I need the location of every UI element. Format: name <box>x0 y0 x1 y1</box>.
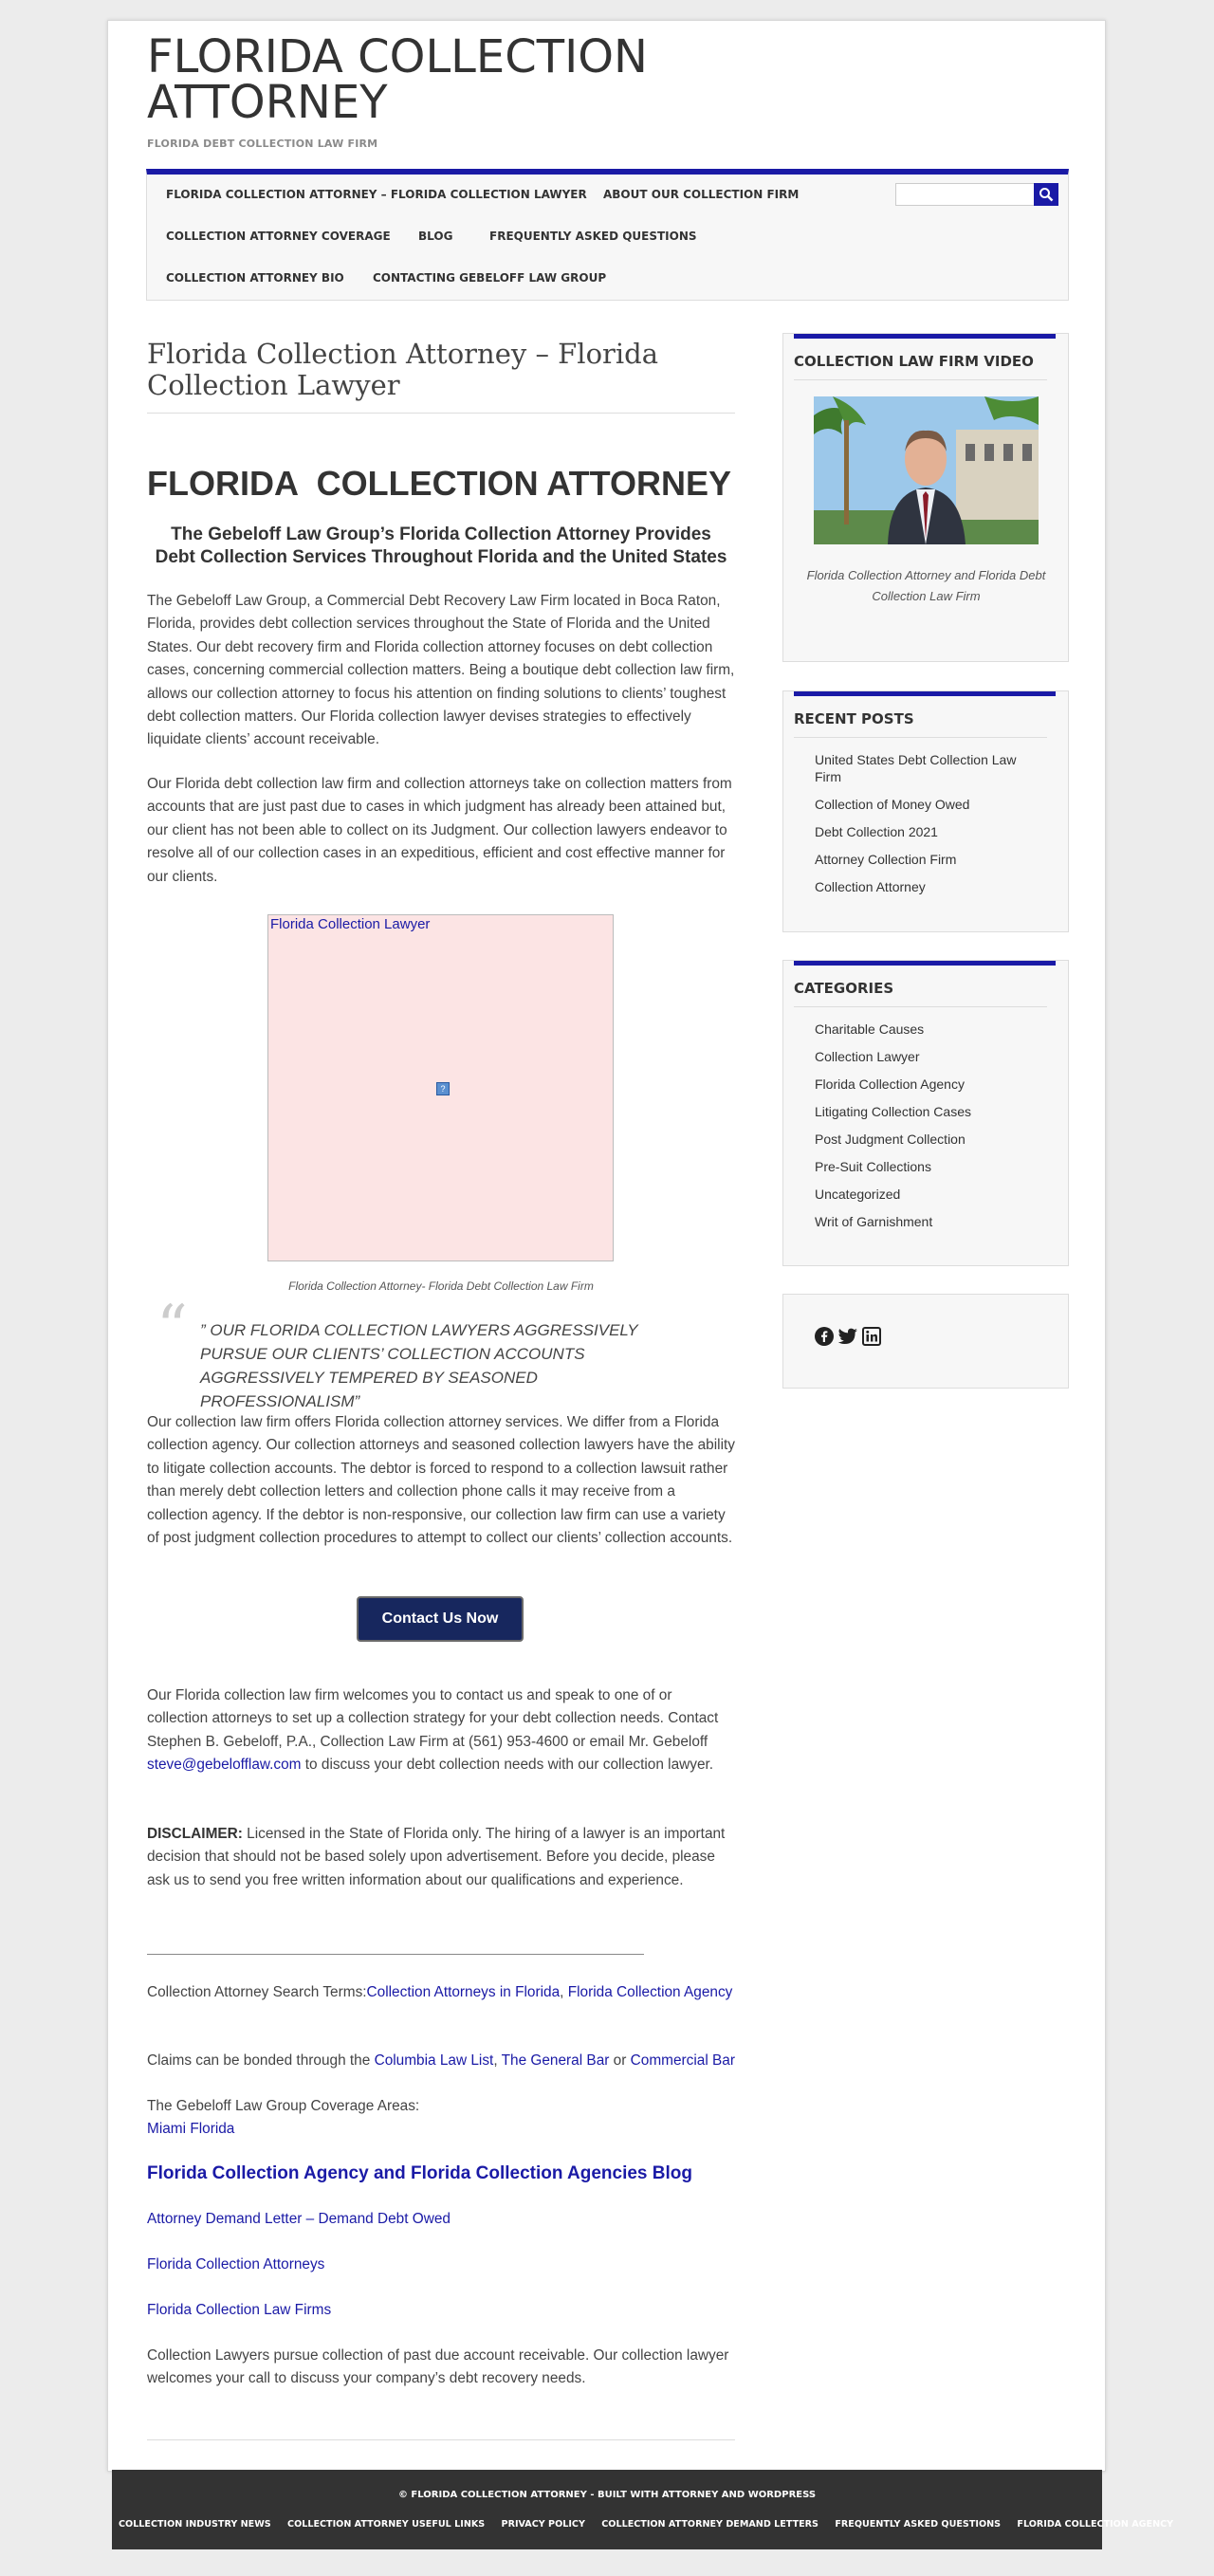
nav-item-contact[interactable]: CONTACTING GEBELOFF LAW GROUP <box>373 271 607 285</box>
footer-links <box>112 2519 1174 2530</box>
nav-item-bio[interactable]: COLLECTION ATTORNEY BIO <box>166 271 344 285</box>
category-link[interactable]: Writ of Garnishment <box>815 1214 933 1229</box>
differentiation-paragraph: Our collection law firm offers Florida collection attorney services. We differ from a Florida collection agency. Our collection attorneys and seasoned collection lawyers have the ability to litigate collection accounts. The debtor is forced to respond to a collection lawsuit rather than merely debt collection letters and collection phone calls it may receive from a collection agency. If the debtor is non-responsive, our collection law firm can use a variety of post judgment collection procedures to attempt to collect our clients’ collection accounts. <box>147 1414 735 1547</box>
closing-paragraph: Collection Lawyers pursue collection of past due account receivable. Our collection lawyer welcomes your call to discuss your company’s debt recovery needs. <box>147 2347 729 2387</box>
widget-accent-bar <box>794 691 1056 696</box>
recent-post-link[interactable]: Collection Attorney <box>815 879 926 894</box>
recent-post-link[interactable]: Collection of Money Owed <box>815 797 970 812</box>
video-caption: Florida Collection Attorney and Florida Debt Collection Law Firm <box>806 568 1046 603</box>
blog-link-law-firms[interactable]: Florida Collection Law Firms <box>147 2302 332 2318</box>
nav-item-home[interactable]: FLORIDA COLLECTION ATTORNEY – FLORIDA COLLECTION LAWYER <box>166 188 587 201</box>
bottom-divider <box>147 2439 735 2440</box>
widget-video <box>782 333 1069 662</box>
category-link[interactable]: Collection Lawyer <box>815 1049 920 1064</box>
footer-link-faq[interactable]: FREQUENTLY ASKED QUESTIONS <box>835 2519 1002 2530</box>
claims-link-commercial-bar[interactable]: Commercial Bar <box>630 2052 735 2069</box>
footer-link-collection-agency[interactable]: FLORIDA COLLECTION AGENCY <box>1017 2519 1174 2530</box>
linkedin-icon[interactable] <box>862 1327 881 1346</box>
nav-item-coverage[interactable]: COLLECTION ATTORNEY COVERAGE <box>166 230 391 243</box>
recent-posts-list <box>815 751 1042 906</box>
widget-accent-bar <box>794 334 1056 339</box>
category-link[interactable]: Uncategorized <box>815 1187 901 1202</box>
site-tagline: FLORIDA DEBT COLLECTION LAW FIRM <box>147 138 378 150</box>
disclaimer-paragraph <box>147 1823 735 1892</box>
email-link[interactable]: steve@gebelofflaw.com <box>147 1757 302 1774</box>
coverage-link-miami[interactable]: Miami Florida <box>147 2121 235 2137</box>
blog-link-demand-letter[interactable]: Attorney Demand Letter – Demand Debt Owed <box>147 2211 451 2227</box>
claims-paragraph <box>147 2050 735 2072</box>
widget-recent-posts <box>782 690 1069 932</box>
broken-image-icon: ? <box>436 1082 450 1095</box>
intro-paragraph: The Gebeloff Law Group, a Commercial Debt Recovery Law Firm located in Boca Raton, Florida, provides debt collection services throughout the State of Florida and the United States. Our debt recovery firm and Florida collection attorney focuses on debt collection cases, concerning commercial collection matters. Being a boutique debt collection law firm, allows our collection attorney to focus his attention on finding solutions to clients’ toughest debt collection matters. Our Florida collection lawyer devises strategies to effectively liquidate clients’ account receivable. <box>147 593 735 748</box>
search-terms-label: Collection Attorney Search Terms: <box>147 1984 367 2000</box>
widget-title-recent-posts: RECENT POSTS <box>794 710 1047 738</box>
coverage-label: The Gebeloff Law Group Coverage Areas: <box>147 2098 420 2114</box>
video-thumbnail[interactable] <box>814 396 1039 544</box>
blog-heading[interactable]: Florida Collection Agency and Florida Collection Agencies Blog <box>147 2163 692 2183</box>
widget-categories <box>782 960 1069 1266</box>
attorney-portrait-image <box>814 396 1039 544</box>
image-caption: Florida Collection Attorney- Florida Debt Collection Law Firm <box>288 1279 594 1293</box>
image-alt-text: Florida Collection Lawyer <box>270 916 431 932</box>
contact-paragraph <box>147 1684 735 1777</box>
search-terms-link-agency[interactable]: Florida Collection Agency <box>567 1984 733 2000</box>
category-link[interactable]: Florida Collection Agency <box>815 1076 965 1092</box>
disclaimer-label: DISCLAIMER: <box>147 1826 243 1842</box>
title-divider <box>147 413 735 414</box>
blog-link-collection-attorneys[interactable]: Florida Collection Attorneys <box>147 2256 325 2272</box>
site-footer <box>112 2470 1174 2549</box>
blockquote: ” OUR FLORIDA COLLECTION LAWYERS AGGRESSIVELY PURSUE OUR CLIENTS’ COLLECTION ACCOUNTS AGGRESSIVELY TEMPERED BY SEASONED PROFESSIONALISM” <box>200 1321 638 1410</box>
blog-link-row-3 <box>147 2299 735 2322</box>
search-icon <box>1039 187 1054 202</box>
claims-text: Claims can be bonded through the <box>147 2052 375 2069</box>
content-heading: FLORIDA COLLECTION ATTORNEY <box>147 464 731 503</box>
category-link[interactable]: Litigating Collection Cases <box>815 1104 971 1119</box>
categories-list <box>815 1021 1042 1241</box>
broken-image-placeholder[interactable] <box>267 914 614 1261</box>
site-title[interactable]: FLORIDA COLLECTION ATTORNEY <box>147 30 648 129</box>
category-link[interactable]: Charitable Causes <box>815 1021 925 1037</box>
nav-item-about[interactable]: ABOUT OUR COLLECTION FIRM <box>603 188 800 201</box>
coverage-line <box>147 2118 735 2141</box>
facebook-icon[interactable] <box>815 1327 834 1346</box>
services-paragraph: Our Florida debt collection law firm and collection attorneys take on collection matters from accounts that are just past due to cases in which judgment has already been attained but, our client has not been able to collect on its Judgment. Our collection lawyers endeavor to resolve all of our collection cases in an expeditious, efficient and cost effective manner for our clients. <box>147 776 732 885</box>
disclaimer-text: Licensed in the State of Florida only. The hiring of a lawyer is an important decision that should not be based solely upon advertisement. Before you decide, please ask us to send you free written information about our qualifications and experience. <box>147 1826 726 1888</box>
claims-link-columbia[interactable]: Columbia Law List <box>374 2052 494 2069</box>
recent-post-link[interactable]: United States Debt Collection Law Firm <box>815 752 1017 784</box>
footer-link-industry-news[interactable]: COLLECTION INDUSTRY NEWS <box>119 2519 271 2530</box>
widget-accent-bar <box>794 961 1056 966</box>
widget-social <box>782 1294 1069 1389</box>
recent-post-link[interactable]: Attorney Collection Firm <box>815 852 957 867</box>
contact-us-button[interactable]: Contact Us Now <box>357 1596 524 1642</box>
twitter-icon[interactable] <box>837 1327 858 1346</box>
search-terms-separator: , <box>560 1984 568 2000</box>
category-link[interactable]: Pre-Suit Collections <box>815 1159 931 1174</box>
footer-link-privacy-policy[interactable]: PRIVACY POLICY <box>501 2519 585 2530</box>
blog-link-row-1 <box>147 2208 735 2231</box>
footer-copyright: © FLORIDA COLLECTION ATTORNEY - BUILT WITH ATTORNEY AND WORDPRESS <box>397 2490 817 2500</box>
search-button[interactable] <box>1034 183 1058 206</box>
contact-text-before: Our Florida collection law firm welcomes you to contact us and speak to one of or collection attorneys to set up a collection strategy for your debt collection needs. Contact Stephen B. Gebeloff, P.A., Collection Law Firm at (561) 953-4600 or email Mr. Gebeloff <box>147 1687 719 1750</box>
category-link[interactable]: Post Judgment Collection <box>815 1132 966 1147</box>
nav-item-blog[interactable]: BLOG <box>418 230 453 243</box>
search-terms-paragraph <box>147 1981 735 2004</box>
blog-link-row-2 <box>147 2254 735 2276</box>
content-subheading: The Gebeloff Law Group’s Florida Collection Attorney Provides Debt Collection Services Throughout Florida and the United States <box>155 524 727 567</box>
post-title: Florida Collection Attorney – Florida Collection Lawyer <box>147 338 659 401</box>
contact-text-after: to discuss your debt collection needs with our collection lawyer. <box>301 1757 714 1774</box>
quote-mark-icon: “ <box>156 1293 188 1363</box>
footer-link-demand-letters[interactable]: COLLECTION ATTORNEY DEMAND LETTERS <box>601 2519 819 2530</box>
search-terms-link-attorneys[interactable]: Collection Attorneys in Florida <box>366 1984 561 2000</box>
content-divider <box>147 1954 644 1955</box>
search-input[interactable] <box>895 183 1036 206</box>
nav-item-faq[interactable]: FREQUENTLY ASKED QUESTIONS <box>489 230 697 243</box>
footer-link-useful-links[interactable]: COLLECTION ATTORNEY USEFUL LINKS <box>287 2519 486 2530</box>
widget-title-categories: CATEGORIES <box>794 980 1047 1007</box>
widget-title-video: COLLECTION LAW FIRM VIDEO <box>794 353 1047 380</box>
recent-post-link[interactable]: Debt Collection 2021 <box>815 824 938 839</box>
claims-link-general-bar[interactable]: The General Bar <box>501 2052 610 2069</box>
claims-or: or <box>609 2052 631 2069</box>
claims-separator: , <box>493 2052 502 2069</box>
